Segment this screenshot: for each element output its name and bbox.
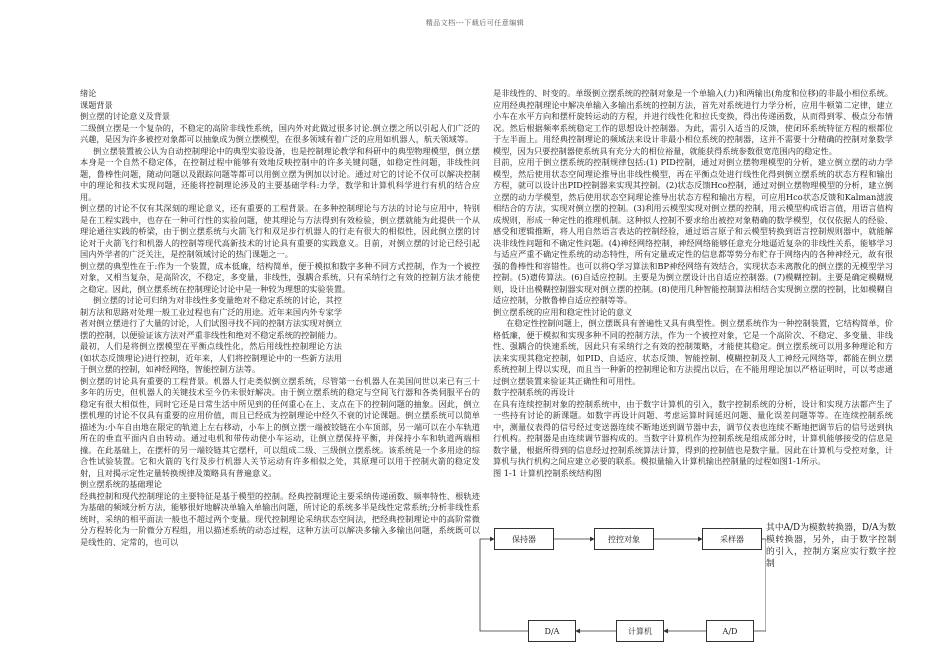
paragraph: 二级倒立摆是一个复杂的，不稳定的高阶非线性系统，国内外对此做过很多讨论.倒立摆之所以引起人们广泛的兴趣，是因为许多被控对象都可以抽象成为倒立摆模型，在很多领域有着广泛的应用如机器人，航天领域等。 [80, 122, 480, 144]
sampler-block: 采样器 [702, 528, 762, 550]
heading-background: 课题背景 [80, 99, 113, 110]
heading-basic-theory: 倒立摆系统的基础理论 [80, 479, 162, 489]
paragraph: 倒立摆的讨论可归纳为对非线性多变量绝对不稳定系统的讨论，其控制方法和思路对处理一般工业过程也有广泛的用途。近年来国内外专家学者对倒立摆进行了大量的讨论，人们试图寻找不同的控制方法实现对倒立摆的控制，以便验证该方法对严重非线性和绝对不稳定系统的控制能力。最初，人们是将倒立摆模型在平衡点线性化，然后用线性控制理论方法(如状态反馈理论)进行控制，近年来，人们将控制理论中的一些新方法用于倒立摆的控制，如神经网络，智能控制方法等。 [80, 295, 343, 374]
figure-caption: 图 1-1 计算机控制系统结构图 [493, 467, 602, 478]
computer-block: 计算机 [616, 620, 664, 642]
heading-application: 倒立摆系统的应用和稳定性讨论的意义 [493, 306, 633, 317]
heading-redesign: 数字控制系统的再设计 [493, 387, 575, 397]
ad-converter-block: A/D [706, 620, 754, 642]
da-converter-block: D/A [528, 620, 576, 642]
paragraph: 是非线性的、时变的。单级倒立摆系统的控制对象是一个单输入(力)和两输出(角度和位移)的非最小相位系统。应用经典控制理论中解决单输入多输出系统的控制方法，首先对系统进行力学分析，应用牛顿第二定律，建立小车在水平方向和摆杆旋转运动的方程，并进行线性化和拉氏变换，得出传递函数，从而得到零、极点分布情况。然后根据频率系统稳定工作的思想设计控制器。为此，需引入适当的反馈，使闭环系统特征方程的根都位于左半面上。用经典控制理论的频域法来设计非最小相位系统的控制器，这并不需要十分精确的控制对象数学模型，因为只要控制器使系统具有充分大的相位裕量，就能获得系统参数很宽范围内的稳定性。 [493, 88, 893, 156]
paragraph: 倒立摆装置被公认为自动控制理论中的典型实验设备，也是控制理论教学和科研中的典型物理模型，倒立摆本身是一个自然不稳定体，在控制过程中能够有效地反映控制中的许多关键问题，如稳定性问题，非线性问题，鲁棒性问题，随动问题以及跟踪问题等都可以用倒立摆为例加以讨论。通过对它的讨论不仅可以解决控制中的理论和技术实现问题，还能将控制理论涉及的主要基础学科:力学，数学和计算机科学进行有机的结合应用。 [80, 145, 480, 202]
paragraph: 倒立摆的讨论不仅有其深刻的理论意义，还有重要的工程背景。在多种控制理论与方法的讨论与应用中，特别是在工程实践中，也存在一种可行性的实验问题，使其理论与方法得到有效检验，倒立摆就能为此提供一个从理论通往实践的桥梁，由于倒立摆系统与火箭飞行和双足步行机器人的行走有很大的相似性，因此倒立摆的讨论对于火箭飞行和机器人的控制等现代高新技术的讨论具有重要的实践意义。目前，对倒立摆的讨论已经引起国内外学者的广泛关注，是控制领域讨论的热门课题之一。 [80, 203, 480, 259]
page-header: 精品文档---下载后可任意编辑 [425, 19, 525, 27]
paragraph: 经典控制和现代控制理论的主要特征是基于模型的控制。经典控制理论主要采纳传递函数、频率特性、根轨迹为基础的频域分析方法，能够很好地解决单输入单输出问题，所讨论的系统多半是线性定常系统;分析非线性系统时，采纳的相平面法一般也不超过两个变量。现代控制理论采纳状态空间法，把经典控制理论中的高阶常微分方程转化为一阶微分方程组，用以描述系统的动态过程，这种方法可以解决多输入多输出问题，系统既可以是线性的、定常的，也可以 [80, 490, 480, 547]
connector-line [754, 539, 766, 631]
paragraph: 倒立摆的讨论具有重要的工程背景。机器人行走类似倒立摆系统，尽管第一台机器人在美国问世以来已有三十多年的历史，但机器人的关键技术至今仍未很好解决。由于倒立摆系统的稳定与空间飞行器和各类伺服平台的稳定有很大相似性，同时它还是日常生活中所见到的任何重心在上、支点在下的控制问题的抽象。因此，倒立摆机理的讨论不仅具有重要的应用价值，而且已经成为控制理论中经久不衰的讨论课题。倒立摆系统可以简单描述为:小车自由地在限定的轨道上左右移动，小车上的倒立摆一端被铰链在小车顶部，另一端可以在小车轨道所在的垂直平面内自由转动。通过电机和带传动使小车运动，让倒立摆保持平衡，并保持小车和轨道两端相撞。在此基础上，在摆杆的另一端铰链其它摆杆，可以组成二级、三级倒立摆系统。该系统是一个多用途的综合性试验装置。它和火箭的飞行及步行机器人关节运动有许多相似之处，其原理可以用于控制火箭的稳定发射，且对揭示定性定量转换规律及策略具有普遍意义。 [80, 375, 480, 478]
control-system-diagram [466, 522, 766, 650]
connector-line [480, 539, 528, 631]
figure-side-text: 其中A/D为模数转换器，D/A为数模转换器，另外，由于数字控制的引入，控制方案应实行数字控制 [766, 523, 896, 569]
heading-significance: 倒立摆的讨论意义及背景 [80, 111, 171, 121]
heading-intro: 绪论 [80, 88, 97, 98]
paragraph: 倒立摆的典型性在于:作为一个装置，成本低廉，结构简单，便于模拟和数字多种不同方式控制，作为一个被控对象，又相当复杂，是高阶次，不稳定，多变量，非线性，强耦合系统，只有采纳行之有效的控制方法才能使之稳定。因此，倒立摆系统在控制理论讨论中是一种较为理想的实验装置。 [80, 260, 480, 294]
left-column [80, 88, 480, 548]
paragraph: 在具有连续控制对象的控制系统中，由于数字计算机的引入，数字控制系统的分析，设计和实现方法都产生了一些持有讨论的新课题。如数字再设计问题、考虑运算时间延迟问题、量化误差问题等等。在连续控制系统中，测量仪表得的信号经过变送器连续不断地送到调节器中去，调节仪表也连续不断地把调节后的信号送到执行机构。控制器是由连续调节器构成的。当数字计算机作为控制系统是组成部分时，计算机能够接受的信息是数字量，根据所得到的信息经过控制系统算法计算，得到的控制值也是数字量。因此在计算机与受控对象，计算机与执行机构之间应建立必要的联系。模拟量输入计算机输出控制量的过程如图1-1所示。 [493, 398, 893, 466]
holder-block: 保持器 [494, 528, 554, 550]
plant-block: 控控对象 [594, 528, 654, 550]
paragraph: 目前，应用于倒立摆系统的控制规律包括:(1) PID控制，通过对倒立摆物理模型的分析，建立倒立摆的动力学模型，然后使用状态空间理论推导出非线性模型，再在平衡点处进行线性化得到倒立摆系统的状态方程和输出方程，就可以设计出PID控制器来实现其控制。(2)状态反馈Hco控制，通过对倒立摆物理模型的分析，建立倒立摆的动力学模型，然后使用状态空间理论推导出状态方程和输出方程，可应用Hco状态反馈和Kalman滤波相结合的方法，实现对倒立摆的控制。(3)利用云模型实现对倒立摆的控制，用云模型构成语言值，用语言值构成规则，形成一种定性的推理机制。这种拟人控制不要求给出被控对象精确的数学模型，仅仅依据人的经验、感受和逻辑推断，将人用自然语言表达的控制经验，通过语言原子和云模型转换到语言控制规则器中，就能解决非线性问题和不确定性问题。(4)神经网络控制，神经网络能够任意充分地逼近复杂的非线性关系，能够学习与适应严重不确定性系统的动态特性，所有定量或定性的信息都等势分布贮存于网络内的各种神经元，故有很强的鲁棒性和容错性。也可以将Q学习算法和BP神经网络有效结合，实现状态未离散化的倒立摆的无模型学习控制。(5)遗传算法。(6)自适应控制。主要是为倒立摆设计出自适应控制器。(7)模糊控制。主要是确定模糊规则，设计出模糊控制器实现对倒立摆的控制。(8)使用几种智能控制算法相结合实现倒立摆的控制，比如模糊自适应控制，分散鲁棒自适应控制等等。 [493, 157, 893, 305]
right-column [493, 88, 893, 479]
paragraph: 在稳定性控制问题上，倒立摆既具有普遍性又具有典型性。倒立摆系统作为一种控制装置，它结构简单，价格低廉，便于模拟和实现多种不同的控制方法，作为一个被控对象，它是一个高阶次、不稳定、多变量、非线性、强耦合的快速系统，因此只有采纳行之有效的控制策略，才能使其稳定。倒立摆系统可以用多种理论和方法来实现其稳定控制，如PID、自适应、状态反馈、智能控制、模糊控制及人工神经元网络等，都能在倒立摆系统控制上得以实现，而且当一种新的控制理论和方法提出以后，在不能用理论加以严格证明时，可以考虑通过倒立摆装置来验证其正确性和可用性。 [493, 318, 893, 386]
